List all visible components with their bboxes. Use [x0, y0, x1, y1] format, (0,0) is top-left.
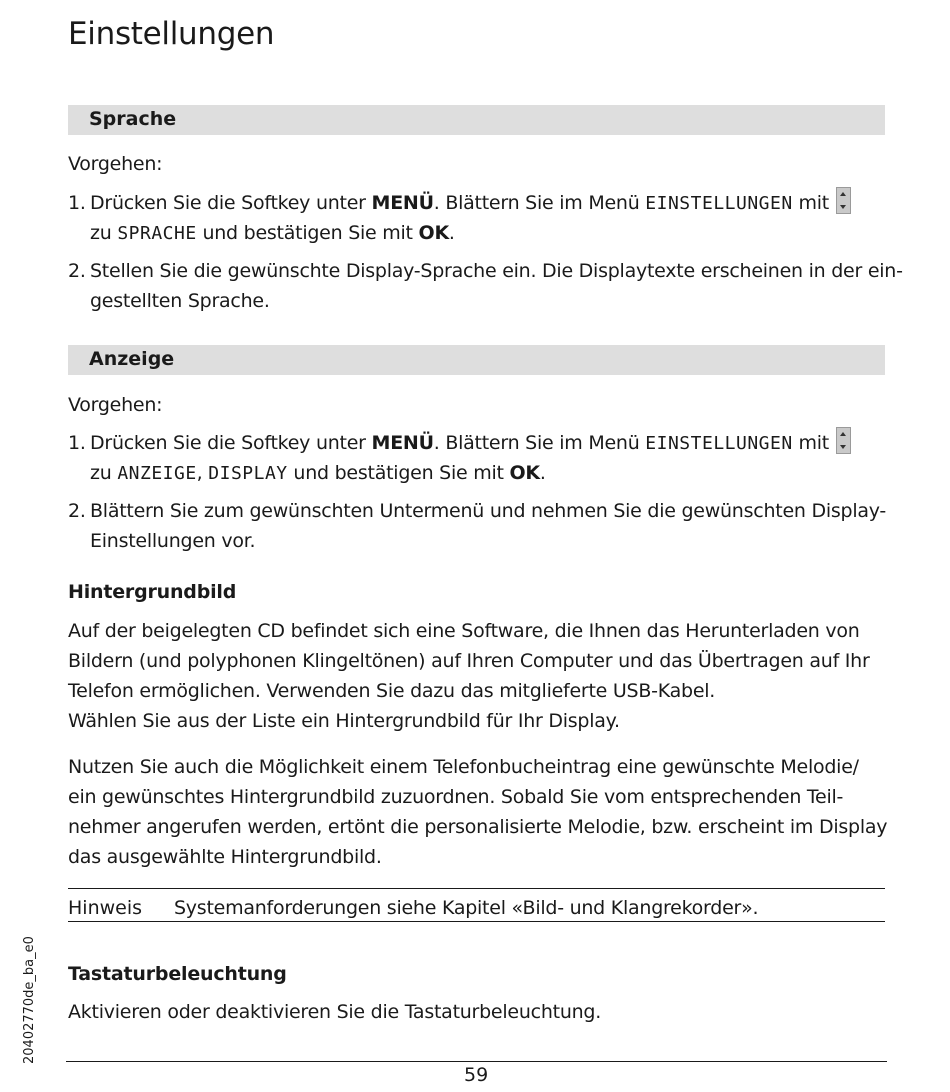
footer-rule: [66, 1061, 887, 1062]
step-text: Einstellungen vor.: [90, 530, 256, 552]
section-heading-label: Sprache: [89, 108, 177, 130]
paragraph-line: Aktivieren oder deaktivieren Sie die Tastaturbeleuchtung.: [68, 1001, 602, 1023]
note-bottom-rule: [68, 921, 885, 922]
step-text: Blättern Sie zum gewünschten Untermenü und nehmen Sie die gewünschten Display-: [90, 500, 887, 522]
note-top-rule: [68, 888, 885, 889]
step-text: gestellten Sprache.: [90, 290, 270, 312]
step-text: Drücken Sie die Softkey unter MENÜ. Blättern Sie im Menü EINSTELLUNGEN mit: [90, 192, 829, 214]
section-heading-label: Anzeige: [89, 348, 175, 370]
paragraph-line: Telefon ermöglichen. Verwenden Sie dazu das mitglieferte USB-Kabel.: [68, 680, 716, 702]
note-label: Hinweis: [68, 897, 143, 919]
subheading-tastaturbeleuchtung: Tastaturbeleuchtung: [68, 963, 287, 985]
step-text: Stellen Sie die gewünschte Display-Sprache ein. Die Displaytexte erscheinen in der ein-: [90, 260, 903, 282]
lcd-menu-text: DISPLAY: [208, 463, 288, 484]
paragraph-line: Bildern (und polyphonen Klingeltönen) auf Ihren Computer und das Übertragen auf Ihr: [68, 650, 870, 672]
paragraph-line: ein gewünschtes Hintergrundbild zuzuordnen. Sobald Sie vom entsprechenden Teil-: [68, 786, 844, 808]
subheading-hintergrundbild: Hintergrundbild: [68, 581, 237, 603]
procedure-label: Vorgehen:: [68, 394, 163, 416]
lcd-menu-text: ANZEIGE: [117, 463, 197, 484]
step-text: zu ANZEIGE, DISPLAY und bestätigen Sie mit OK.: [90, 462, 546, 484]
section-heading-sprache: [68, 105, 885, 135]
step-number: 1.: [68, 432, 86, 454]
paragraph-line: Nutzen Sie auch die Möglichkeit einem Telefonbucheintrag eine gewünschte Melodie/: [68, 756, 859, 778]
step-number: 2.: [68, 500, 86, 522]
note-text: Systemanforderungen siehe Kapitel «Bild- und Klangrekorder».: [174, 897, 759, 919]
document-code: 20402770de_ba_e0: [22, 936, 37, 1064]
paragraph-line: das ausgewählte Hintergrundbild.: [68, 846, 382, 868]
procedure-label: Vorgehen:: [68, 153, 163, 175]
up-down-arrow-key-icon: [836, 187, 851, 214]
lcd-menu-text: EINSTELLUNGEN: [645, 193, 793, 214]
step-text: Drücken Sie die Softkey unter MENÜ. Blättern Sie im Menü EINSTELLUNGEN mit: [90, 432, 829, 454]
page-number: 59: [464, 1064, 489, 1086]
paragraph-line: Auf der beigelegten CD befindet sich eine Software, die Ihnen das Herunterladen von: [68, 620, 860, 642]
section-heading-anzeige: [68, 345, 885, 375]
up-down-arrow-key-icon: [836, 427, 851, 454]
step-number: 2.: [68, 260, 86, 282]
paragraph-line: Wählen Sie aus der Liste ein Hintergrundbild für Ihr Display.: [68, 710, 620, 732]
page-title: Einstellungen: [68, 16, 275, 52]
step-text: zu SPRACHE und bestätigen Sie mit OK.: [90, 222, 455, 244]
step-number: 1.: [68, 192, 86, 214]
lcd-menu-text: SPRACHE: [117, 223, 197, 244]
paragraph-line: nehmer angerufen werden, ertönt die personalisierte Melodie, bzw. erscheint im Display: [68, 816, 888, 838]
lcd-menu-text: EINSTELLUNGEN: [645, 433, 793, 454]
